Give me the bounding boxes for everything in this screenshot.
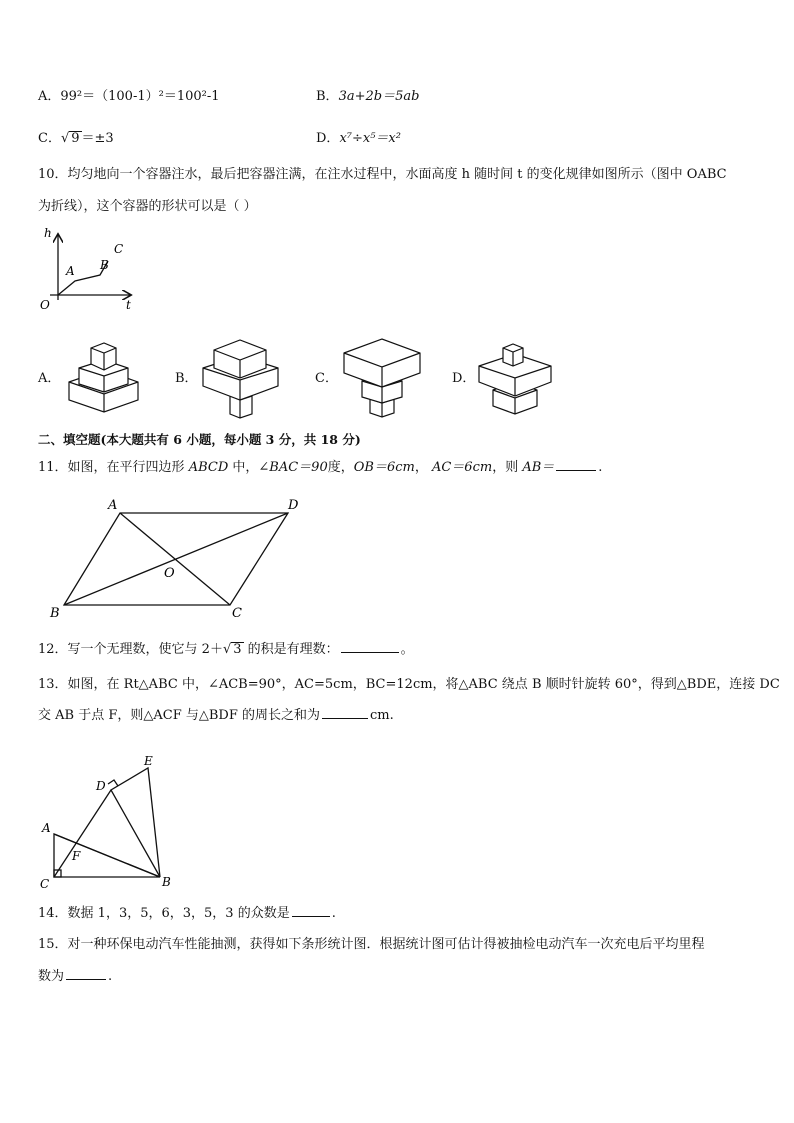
label-c: C <box>40 877 50 891</box>
answer-blank <box>556 458 596 471</box>
q15-line2-end: . <box>108 969 113 984</box>
q10-line1: 10．均匀地向一个容器注水，最后把容器注满，在注水过程中，水面高度 h 随时间 t 的变化规律如图所示（图中 OABC <box>38 167 727 182</box>
q9-option-b <box>316 88 419 106</box>
container-b-figure <box>200 338 282 420</box>
label-d: D <box>96 779 106 793</box>
label-b: B <box>50 606 60 621</box>
q13-line2-suffix: cm. <box>369 708 394 723</box>
q13-line2-prefix: 交 AB 于点 F，则△ACF 与△BDF 的周长之和为 <box>38 708 320 723</box>
label-b: B <box>162 875 171 889</box>
q11-mid4: ，则 <box>492 460 523 475</box>
label-o: O <box>40 298 50 312</box>
option-label: A． <box>38 89 61 104</box>
section-title: 二、填空题(本大题共有 6 小题，每小题 3 分，共 18 分) <box>38 432 361 447</box>
label-a: A <box>108 498 118 513</box>
option-label: B． <box>316 89 339 104</box>
label-t: t <box>126 298 131 312</box>
q13-line1: 13．如图，在 Rt△ABC 中，∠ACB=90°，AC=5cm，BC=12cm，将△ABC 绕点 B 顺时针旋转 60°，得到△BDE，连接 DC <box>38 677 780 692</box>
q14-end: . <box>331 906 336 921</box>
label-a: A <box>42 821 51 835</box>
q11-mid2: 度， <box>327 460 354 475</box>
container-c-figure <box>340 335 424 419</box>
q15-line2 <box>38 967 112 986</box>
q13-line2 <box>38 706 394 725</box>
q10-option-d-label: D． <box>452 371 476 386</box>
sqrt-symbol: √ <box>222 642 232 657</box>
q11-end: . <box>598 460 603 475</box>
q14-body: 14．数据 1，3，5，6，3，5，3 的众数是 <box>38 906 290 921</box>
q12-text <box>38 640 414 659</box>
q12-end: 。 <box>400 642 414 657</box>
q12-suffix: 的积是有理数： <box>243 642 339 657</box>
option-text: x⁷÷x⁵＝x² <box>339 131 401 146</box>
q11-angle: ∠BAC＝90 <box>258 460 328 475</box>
q12-prefix: 12．写一个无理数，使它与 2＋ <box>38 642 223 657</box>
answer-blank <box>66 967 106 980</box>
label-b: B <box>100 258 109 272</box>
option-text: 99²＝（100-1）²＝100²-1 <box>60 89 220 104</box>
answer-blank <box>292 904 330 917</box>
q11-parallelogram-figure <box>40 495 310 620</box>
label-c: C <box>232 606 242 621</box>
container-d-figure <box>475 340 557 420</box>
q9-option-a <box>38 88 220 106</box>
q10-graph <box>30 225 140 315</box>
option-text: 3a+2b＝5ab <box>338 89 420 104</box>
q11-mid1: 中， <box>228 460 259 475</box>
q11-ab: AB＝ <box>522 460 555 475</box>
label-e: E <box>144 754 153 768</box>
q9-option-c <box>38 130 114 148</box>
option-label: D． <box>316 131 340 146</box>
q10-option-b-label: B． <box>175 371 198 386</box>
label-f: F <box>72 849 81 863</box>
q11-prefix: 11．如图，在平行四边形 <box>38 460 189 475</box>
q14-text <box>38 904 336 923</box>
q9-option-d <box>316 130 401 148</box>
label-d: D <box>288 498 299 513</box>
option-text: ＝±3 <box>81 131 114 146</box>
radicand: 3 <box>233 642 242 657</box>
label-a: A <box>66 264 75 278</box>
q10-option-a-label: A． <box>38 371 61 386</box>
q13-triangle-figure <box>38 752 178 890</box>
q11-mid3: ， <box>414 460 432 475</box>
q15-line1: 15．对一种环保电动汽车性能抽测，获得如下条形统计图．根据统计图可估计得被抽检电动汽车一次充电后平均里程 <box>38 937 705 952</box>
q11-abcd: ABCD <box>188 460 229 475</box>
label-o: O <box>164 566 175 581</box>
q11-ac: AC＝6cm <box>431 460 493 475</box>
label-h: h <box>44 226 52 240</box>
answer-blank <box>322 706 368 719</box>
radicand: 9 <box>71 131 80 146</box>
q11-text <box>38 458 602 477</box>
q11-ob: OB＝6cm <box>353 460 415 475</box>
sqrt-symbol: √ <box>60 131 70 146</box>
q10-option-c-label: C． <box>315 371 338 386</box>
label-c: C <box>114 242 124 256</box>
q10-line2: 为折线），这个容器的形状可以是（ ） <box>38 199 257 214</box>
option-label: C． <box>38 131 61 146</box>
q15-line2-prefix: 数为 <box>38 969 65 984</box>
answer-blank <box>341 640 399 653</box>
container-a-figure <box>64 340 144 420</box>
